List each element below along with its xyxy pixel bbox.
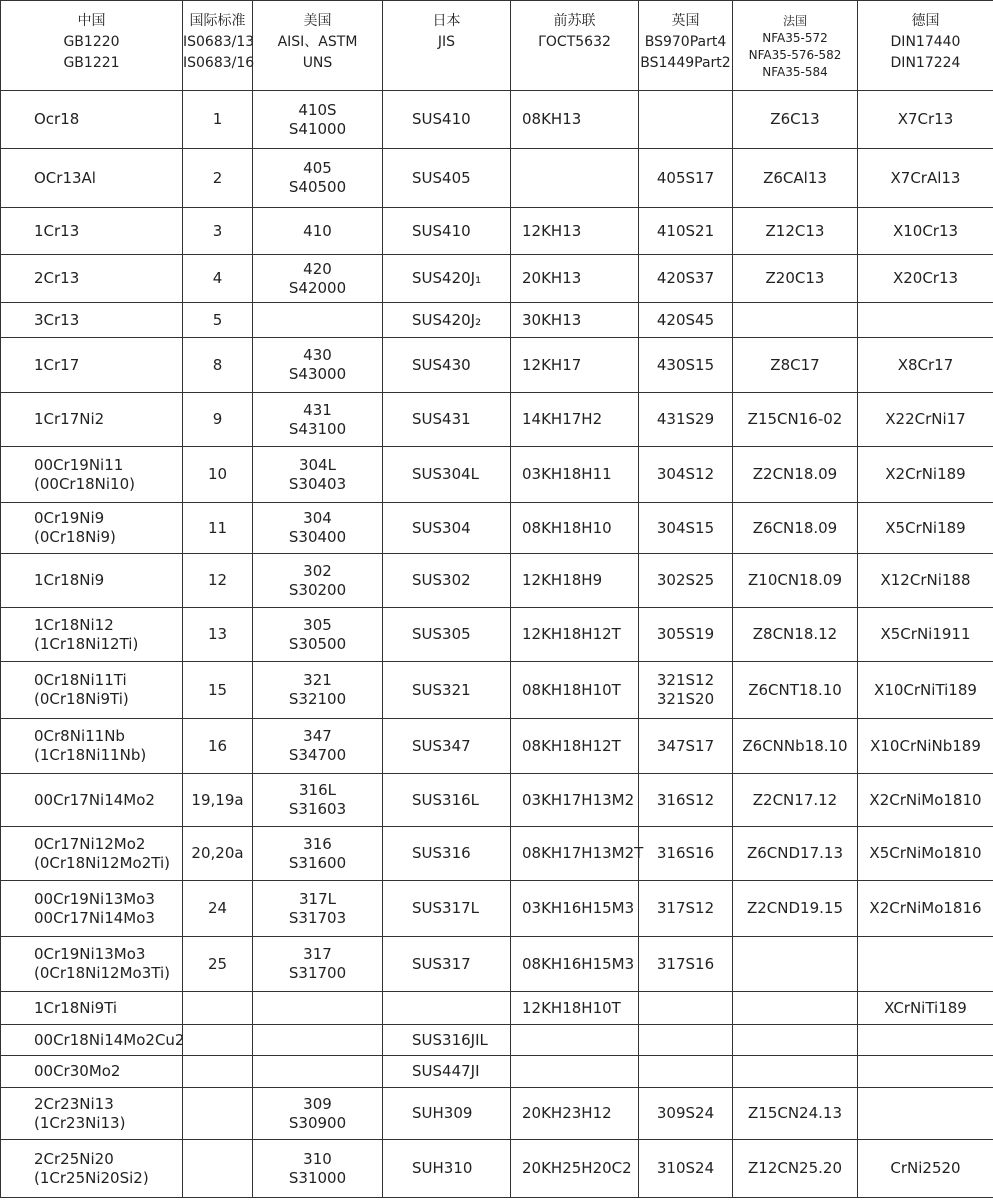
cell-ussr: 12KH17 xyxy=(511,338,639,393)
cell-uk: 430S15 xyxy=(639,338,733,393)
cell-china: 3Cr13 xyxy=(1,303,183,338)
cell-usa: 304 S30400 xyxy=(253,503,383,554)
cell-ussr: 12KH18H9 xyxy=(511,554,639,608)
cell-iso: 5 xyxy=(183,303,253,338)
cell-japan: SUS347 xyxy=(383,719,511,774)
cell-iso xyxy=(183,1025,253,1056)
cell-iso: 8 xyxy=(183,338,253,393)
cell-china: Ocr18 xyxy=(1,91,183,149)
cell-japan: SUS405 xyxy=(383,149,511,208)
cell-usa: 309 S30900 xyxy=(253,1088,383,1140)
cell-germany: X5CrNi1911 xyxy=(858,608,993,662)
table-row xyxy=(1,719,993,774)
cell-china: 2Cr25Ni20 (1Cr25Ni20Si2) xyxy=(1,1140,183,1198)
cell-iso: 16 xyxy=(183,719,253,774)
cell-france: Z2CND19.15 xyxy=(733,881,858,937)
cell-ussr xyxy=(511,1025,639,1056)
cell-iso: 4 xyxy=(183,255,253,303)
table-row xyxy=(1,338,993,393)
cell-france: Z8CN18.12 xyxy=(733,608,858,662)
cell-japan: SUS304L xyxy=(383,447,511,503)
cell-japan: SUS431 xyxy=(383,393,511,447)
cell-ussr: 03KH17H13M2 xyxy=(511,774,639,827)
cell-ussr: 08KH17H13M2T xyxy=(511,827,639,881)
cell-uk: 302S25 xyxy=(639,554,733,608)
cell-uk: 405S17 xyxy=(639,149,733,208)
cell-germany xyxy=(858,1088,993,1140)
cell-japan: SUS420J₁ xyxy=(383,255,511,303)
cell-usa xyxy=(253,1056,383,1088)
cell-germany xyxy=(858,303,993,338)
header-france: 法国 NFA35-572 NFA35-576-582 NFA35-584 xyxy=(733,1,858,91)
cell-ussr: 08KH13 xyxy=(511,91,639,149)
cell-china: 0Cr17Ni12Mo2 (0Cr18Ni12Mo2Ti) xyxy=(1,827,183,881)
cell-france: Z15CN16-02 xyxy=(733,393,858,447)
cell-germany: X2CrNiMo1816 xyxy=(858,881,993,937)
cell-china: 2Cr13 xyxy=(1,255,183,303)
table-row xyxy=(1,662,993,719)
cell-ussr: 14KH17H2 xyxy=(511,393,639,447)
table-row xyxy=(1,1140,993,1198)
cell-france xyxy=(733,1056,858,1088)
cell-iso: 13 xyxy=(183,608,253,662)
cell-iso: 20,20a xyxy=(183,827,253,881)
cell-china: OCr13Al xyxy=(1,149,183,208)
cell-germany: X12CrNi188 xyxy=(858,554,993,608)
cell-france: Z6CNT18.10 xyxy=(733,662,858,719)
cell-france: Z8C17 xyxy=(733,338,858,393)
cell-france xyxy=(733,1025,858,1056)
cell-uk: 420S45 xyxy=(639,303,733,338)
cell-france: Z2CN17.12 xyxy=(733,774,858,827)
cell-usa: 321 S32100 xyxy=(253,662,383,719)
cell-usa xyxy=(253,1025,383,1056)
table-row xyxy=(1,554,993,608)
table-row xyxy=(1,1056,993,1088)
cell-uk: 309S24 xyxy=(639,1088,733,1140)
cell-china: 0Cr19Ni13Mo3 (0Cr18Ni12Mo3Ti) xyxy=(1,937,183,992)
cell-china: 1Cr13 xyxy=(1,208,183,255)
cell-germany: X20Cr13 xyxy=(858,255,993,303)
cell-usa: 420 S42000 xyxy=(253,255,383,303)
cell-china: 00Cr17Ni14Mo2 xyxy=(1,774,183,827)
table-row xyxy=(1,1025,993,1056)
cell-china: 2Cr23Ni13 (1Cr23Ni13) xyxy=(1,1088,183,1140)
cell-china: 1Cr18Ni9 xyxy=(1,554,183,608)
cell-uk: 316S12 xyxy=(639,774,733,827)
cell-usa: 410S S41000 xyxy=(253,91,383,149)
header-row xyxy=(1,1,993,91)
cell-uk: 316S16 xyxy=(639,827,733,881)
cell-usa: 317L S31703 xyxy=(253,881,383,937)
table-row xyxy=(1,1088,993,1140)
cell-ussr: 12KH18H12T xyxy=(511,608,639,662)
cell-iso: 24 xyxy=(183,881,253,937)
cell-france: Z12C13 xyxy=(733,208,858,255)
cell-japan: SUS304 xyxy=(383,503,511,554)
cell-germany: X5CrNi189 xyxy=(858,503,993,554)
table-row xyxy=(1,255,993,303)
cell-japan: SUS430 xyxy=(383,338,511,393)
cell-japan: SUS410 xyxy=(383,91,511,149)
cell-uk xyxy=(639,91,733,149)
cell-iso: 15 xyxy=(183,662,253,719)
cell-france: Z20C13 xyxy=(733,255,858,303)
header-iso: 国际标准 IS0683/13 IS0683/16 xyxy=(183,1,253,91)
cell-iso: 3 xyxy=(183,208,253,255)
header-japan: 日本 JIS xyxy=(383,1,511,91)
cell-usa: 310 S31000 xyxy=(253,1140,383,1198)
cell-france: Z15CN24.13 xyxy=(733,1088,858,1140)
cell-usa: 430 S43000 xyxy=(253,338,383,393)
cell-france xyxy=(733,303,858,338)
cell-germany xyxy=(858,1056,993,1088)
cell-ussr: 08KH18H10 xyxy=(511,503,639,554)
cell-france: Z6CND17.13 xyxy=(733,827,858,881)
table-row xyxy=(1,827,993,881)
table-row xyxy=(1,91,993,149)
cell-china: 0Cr8Ni11Nb (1Cr18Ni11Nb) xyxy=(1,719,183,774)
cell-germany: X5CrNiMo1810 xyxy=(858,827,993,881)
cell-ussr: 03KH16H15M3 xyxy=(511,881,639,937)
cell-japan: SUS410 xyxy=(383,208,511,255)
cell-uk: 310S24 xyxy=(639,1140,733,1198)
cell-ussr: 20KH23H12 xyxy=(511,1088,639,1140)
cell-france: Z2CN18.09 xyxy=(733,447,858,503)
cell-usa xyxy=(253,303,383,338)
cell-usa: 431 S43100 xyxy=(253,393,383,447)
cell-japan: SUS316JIL xyxy=(383,1025,511,1056)
table-row xyxy=(1,393,993,447)
cell-china: 1Cr18Ni12 (1Cr18Ni12Ti) xyxy=(1,608,183,662)
cell-iso xyxy=(183,992,253,1025)
table-row xyxy=(1,149,993,208)
cell-germany xyxy=(858,1025,993,1056)
cell-usa: 317 S31700 xyxy=(253,937,383,992)
cell-uk: 321S12 321S20 xyxy=(639,662,733,719)
cell-france: Z6CAl13 xyxy=(733,149,858,208)
cell-usa: 347 S34700 xyxy=(253,719,383,774)
cell-uk: 317S12 xyxy=(639,881,733,937)
cell-uk: 347S17 xyxy=(639,719,733,774)
cell-iso xyxy=(183,1056,253,1088)
cell-china: 00Cr19Ni13Mo3 00Cr17Ni14Mo3 xyxy=(1,881,183,937)
table-row xyxy=(1,608,993,662)
cell-ussr: 08KH16H15M3 xyxy=(511,937,639,992)
cell-ussr: 08KH18H10T xyxy=(511,662,639,719)
table-row xyxy=(1,208,993,255)
cell-uk: 304S12 xyxy=(639,447,733,503)
cell-germany: X2CrNi189 xyxy=(858,447,993,503)
header-usa: 美国 AISI、ASTM UNS xyxy=(253,1,383,91)
cell-ussr: 20KH13 xyxy=(511,255,639,303)
cell-uk xyxy=(639,1025,733,1056)
cell-germany xyxy=(858,937,993,992)
cell-germany: X10CrNiTi189 xyxy=(858,662,993,719)
header-germany: 德国 DIN17440 DIN17224 xyxy=(858,1,993,91)
table-row xyxy=(1,774,993,827)
cell-japan: SUS316L xyxy=(383,774,511,827)
cell-japan: SUS420J₂ xyxy=(383,303,511,338)
cell-china: 00Cr19Ni11 (00Cr18Ni10) xyxy=(1,447,183,503)
cell-uk: 420S37 xyxy=(639,255,733,303)
cell-uk: 317S16 xyxy=(639,937,733,992)
table-row xyxy=(1,503,993,554)
cell-iso xyxy=(183,1088,253,1140)
cell-usa: 305 S30500 xyxy=(253,608,383,662)
cell-japan: SUS316 xyxy=(383,827,511,881)
cell-iso: 11 xyxy=(183,503,253,554)
cell-china: 1Cr17 xyxy=(1,338,183,393)
cell-uk: 431S29 xyxy=(639,393,733,447)
cell-iso: 1 xyxy=(183,91,253,149)
cell-germany: X22CrNi17 xyxy=(858,393,993,447)
cell-japan: SUS302 xyxy=(383,554,511,608)
table-row xyxy=(1,992,993,1025)
cell-uk: 410S21 xyxy=(639,208,733,255)
cell-usa: 410 xyxy=(253,208,383,255)
cell-usa xyxy=(253,992,383,1025)
cell-japan: SUS317L xyxy=(383,881,511,937)
cell-china: 00Cr30Mo2 xyxy=(1,1056,183,1088)
cell-france xyxy=(733,992,858,1025)
cell-japan xyxy=(383,992,511,1025)
cell-germany: X2CrNiMo1810 xyxy=(858,774,993,827)
cell-iso: 12 xyxy=(183,554,253,608)
cell-japan: SUS321 xyxy=(383,662,511,719)
cell-japan: SUS305 xyxy=(383,608,511,662)
cell-ussr xyxy=(511,1056,639,1088)
cell-uk: 304S15 xyxy=(639,503,733,554)
cell-uk: 305S19 xyxy=(639,608,733,662)
cell-france: Z10CN18.09 xyxy=(733,554,858,608)
cell-germany: XCrNiTi189 xyxy=(858,992,993,1025)
header-uk: 英国 BS970Part4 BS1449Part2 xyxy=(639,1,733,91)
cell-germany: CrNi2520 xyxy=(858,1140,993,1198)
cell-germany: X8Cr17 xyxy=(858,338,993,393)
cell-china: 00Cr18Ni14Mo2Cu2 xyxy=(1,1025,183,1056)
cell-japan: SUS317 xyxy=(383,937,511,992)
cell-germany: X7Cr13 xyxy=(858,91,993,149)
cell-ussr: 03KH18H11 xyxy=(511,447,639,503)
cell-japan: SUS447JI xyxy=(383,1056,511,1088)
table-row xyxy=(1,881,993,937)
cell-japan: SUH309 xyxy=(383,1088,511,1140)
cell-iso: 2 xyxy=(183,149,253,208)
cell-iso: 10 xyxy=(183,447,253,503)
cell-france: Z6C13 xyxy=(733,91,858,149)
cell-usa: 302 S30200 xyxy=(253,554,383,608)
cell-uk xyxy=(639,1056,733,1088)
cell-ussr: 12KH13 xyxy=(511,208,639,255)
cell-ussr xyxy=(511,149,639,208)
cell-iso: 25 xyxy=(183,937,253,992)
table-row xyxy=(1,303,993,338)
cell-iso: 9 xyxy=(183,393,253,447)
cell-france: Z12CN25.20 xyxy=(733,1140,858,1198)
cell-ussr: 30KH13 xyxy=(511,303,639,338)
cell-ussr: 08KH18H12T xyxy=(511,719,639,774)
cell-ussr: 12KH18H10T xyxy=(511,992,639,1025)
cell-china: 1Cr18Ni9Ti xyxy=(1,992,183,1025)
cell-usa: 316 S31600 xyxy=(253,827,383,881)
cell-iso: 19,19a xyxy=(183,774,253,827)
header-china: 中国 GB1220 GB1221 xyxy=(1,1,183,91)
cell-china: 0Cr19Ni9 (0Cr18Ni9) xyxy=(1,503,183,554)
cell-ussr: 20KH25H20C2 xyxy=(511,1140,639,1198)
cell-japan: SUH310 xyxy=(383,1140,511,1198)
cell-uk xyxy=(639,992,733,1025)
cell-iso xyxy=(183,1140,253,1198)
cell-france: Z6CN18.09 xyxy=(733,503,858,554)
cell-germany: X7CrAl13 xyxy=(858,149,993,208)
table-row xyxy=(1,447,993,503)
cell-china: 0Cr18Ni11Ti (0Cr18Ni9Ti) xyxy=(1,662,183,719)
cell-usa: 304L S30403 xyxy=(253,447,383,503)
table-row xyxy=(1,937,993,992)
cell-france xyxy=(733,937,858,992)
cell-usa: 405 S40500 xyxy=(253,149,383,208)
cell-germany: X10CrNiNb189 xyxy=(858,719,993,774)
cell-germany: X10Cr13 xyxy=(858,208,993,255)
header-ussr: 前苏联 ΓOCT5632 xyxy=(511,1,639,91)
cell-usa: 316L S31603 xyxy=(253,774,383,827)
cell-china: 1Cr17Ni2 xyxy=(1,393,183,447)
cell-france: Z6CNNb18.10 xyxy=(733,719,858,774)
